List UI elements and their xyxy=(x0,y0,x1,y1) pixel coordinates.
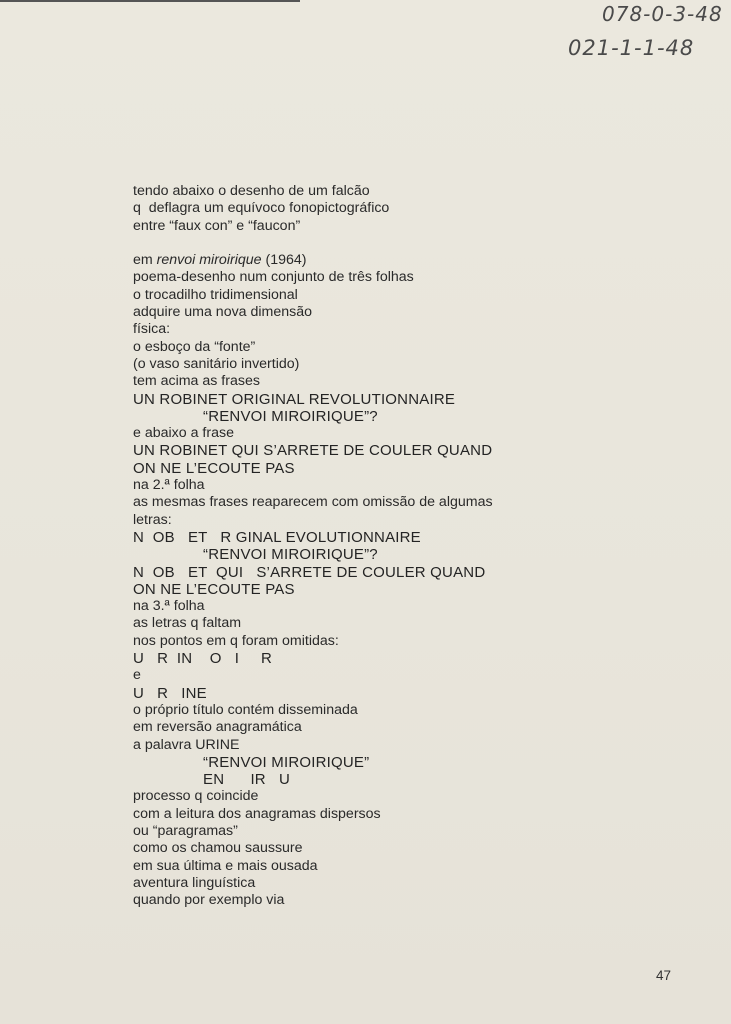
text-line: e xyxy=(133,667,141,684)
text-line: letras: xyxy=(133,511,172,528)
text-line: U R INE xyxy=(133,684,207,702)
text-line: o próprio título contém disseminada xyxy=(133,701,358,718)
text-line: U R IN O I R xyxy=(133,650,272,668)
text-line: N OB ET QUI S’ARRETE DE COULER QUAND xyxy=(133,563,486,581)
text-line: e abaixo a frase xyxy=(133,425,234,442)
text-line: o trocadilho tridimensional xyxy=(133,286,298,303)
text-line: poema-desenho num conjunto de três folhas xyxy=(133,269,414,286)
text-line: o esboço da “fonte” xyxy=(133,338,256,355)
text-line: quando por exemplo via xyxy=(133,892,285,909)
text-line: adquire uma nova dimensão xyxy=(133,304,313,321)
text-line: tendo abaixo o desenho de um falcão xyxy=(133,183,370,199)
text-line: ou “paragramas” xyxy=(133,822,238,839)
text-line: “RENVOI MIROIRIQUE”? xyxy=(203,407,378,425)
text-line: na 3.ª folha xyxy=(133,598,205,615)
handwritten-annotation-top: 078-0-3-48 xyxy=(602,2,723,26)
poem-text-block xyxy=(133,183,553,909)
page-top-edge xyxy=(0,0,300,2)
text-line: as mesmas frases reaparecem com omissão de algumas xyxy=(133,494,493,511)
text-line: ON NE L’ECOUTE PAS xyxy=(133,580,295,598)
text-line: com a leitura dos anagramas dispersos xyxy=(133,805,381,822)
text-line: na 2.ª folha xyxy=(133,477,205,494)
text-line-post: (1964) xyxy=(261,252,307,269)
text-line: (o vaso sanitário invertido) xyxy=(133,355,300,372)
text-line: q deflagra um equívoco fonopictográfico xyxy=(133,200,390,217)
text-line: física: xyxy=(133,321,171,338)
text-line: tem acima as frases xyxy=(133,373,260,390)
text-line: ON NE L’ECOUTE PAS xyxy=(133,459,295,477)
text-line: em reversão anagramática xyxy=(133,719,302,736)
text-line: nos pontos em q foram omitidas: xyxy=(133,632,339,649)
text-line-italic: renvoi miroirique xyxy=(156,252,262,269)
text-line xyxy=(133,235,553,252)
text-line: N OB ET R GINAL EVOLUTIONNAIRE xyxy=(133,528,421,546)
handwritten-annotation-bottom: 021-1-1-48 xyxy=(568,36,695,60)
text-line: aventura linguística xyxy=(133,874,256,891)
text-line: entre “faux con” e “faucon” xyxy=(133,217,301,234)
text-line-pre: em xyxy=(133,252,157,269)
text-line: a palavra URINE xyxy=(133,736,240,753)
page-number: 47 xyxy=(656,968,672,983)
text-line: UN ROBINET QUI S’ARRETE DE COULER QUAND xyxy=(133,442,493,460)
text-line: “RENVOI MIROIRIQUE” xyxy=(203,753,370,771)
text-line: como os chamou saussure xyxy=(133,840,303,857)
text-line: UN ROBINET ORIGINAL REVOLUTIONNAIRE xyxy=(133,390,456,408)
text-line: processo q coincide xyxy=(133,788,259,805)
text-line: em sua última e mais ousada xyxy=(133,857,318,874)
text-line: “RENVOI MIROIRIQUE”? xyxy=(203,546,378,564)
text-line: as letras q faltam xyxy=(133,615,242,632)
text-line: EN IR U xyxy=(203,771,290,789)
text-line xyxy=(133,252,553,269)
